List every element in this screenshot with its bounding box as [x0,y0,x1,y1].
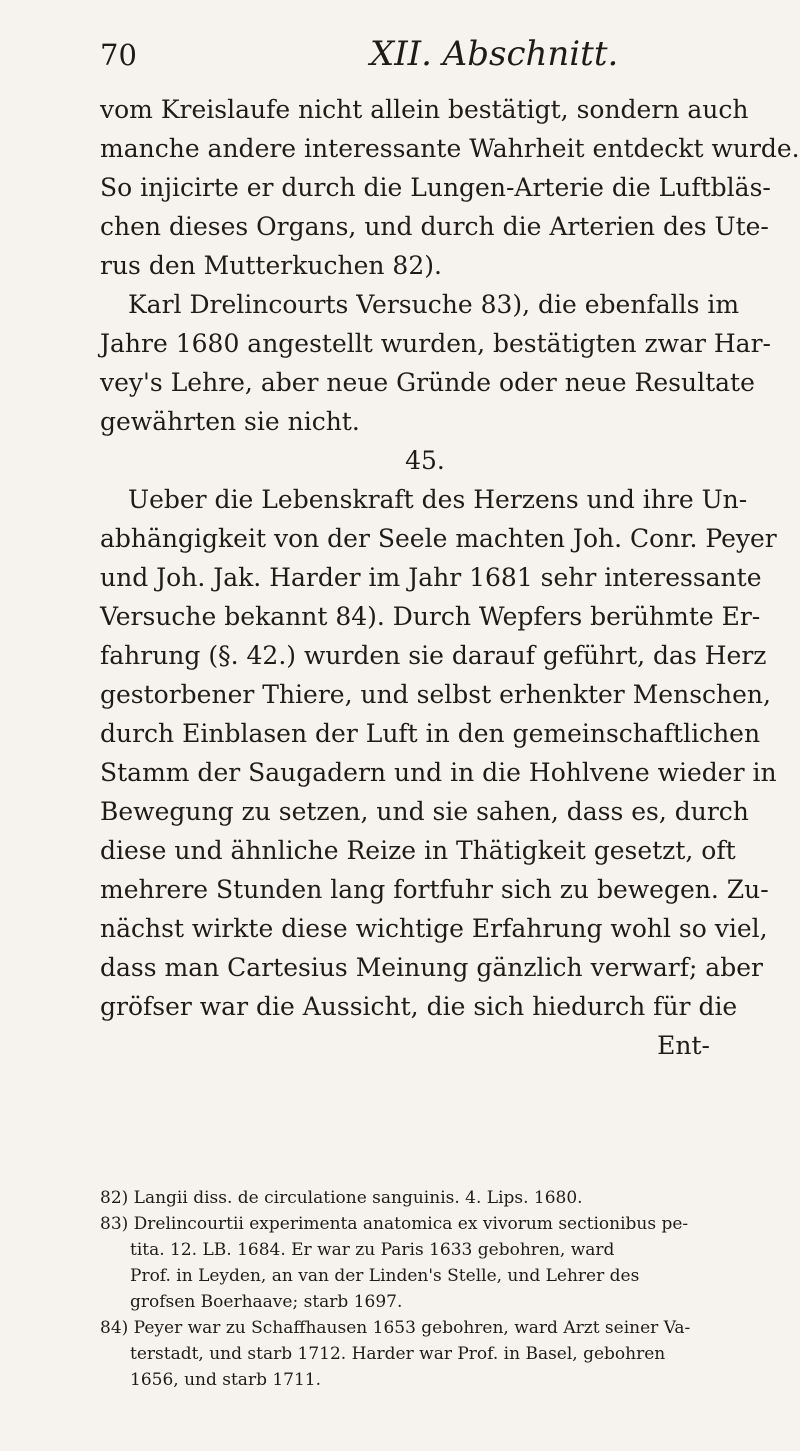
body-line: gestorbener Thiere, und selbst erhenkter Menschen, [100,680,771,709]
footnote-84-cont: 1656, und starb 1711. [130,1370,322,1390]
body-line: So injicirte er durch die Lungen-Arterie die Luftbläs- [100,173,771,202]
body-line: durch Einblasen der Luft in den gemeinschaftlichen [100,719,761,748]
body-line: Ueber die Lebenskraft des Herzens und ihre Un- [128,485,748,514]
body-line: rus den Mutterkuchen 82). [100,251,442,280]
body-line: nächst wirkte diese wichtige Erfahrung wohl so viel, [100,914,768,943]
body-line: mehrere Stunden lang fortfuhr sich zu bewegen. Zu- [100,875,769,904]
catchword: Ent- [657,1031,710,1060]
footnote-83: 83) Drelincourtii experimenta anatomica ex vivorum sectionibus pe- [100,1214,689,1234]
body-line: Versuche bekannt 84). Durch Wepfers berühmte Er- [100,602,761,631]
footnote-83-cont: tita. 12. LB. 1684. Er war zu Paris 1633 gebohren, ward [130,1240,615,1260]
body-line: diese und ähnliche Reize in Thätigkeit gesetzt, oft [100,836,736,865]
page-number: 70 [100,38,137,72]
page-header [100,28,720,78]
body-line: manche andere interessante Wahrheit entdeckt wurde. [100,134,800,163]
footnote-83-cont: Prof. in Leyden, an van der Linden's Stelle, und Lehrer des [130,1266,640,1286]
footnotes [100,1185,750,1393]
body-line: Jahre 1680 angestellt wurden, bestätigten zwar Har- [100,329,771,358]
body-line: chen dieses Organs, und durch die Arterien des Ute- [100,212,769,241]
footnote-83-cont: grofsen Boerhaave; starb 1697. [130,1292,403,1312]
body-text [100,90,800,1065]
body-line: dass man Cartesius Meinung gänzlich verwarf; aber [100,953,763,982]
body-line: gröfser war die Aussicht, die sich hiedurch für die [100,992,738,1021]
body-line: und Joh. Jak. Harder im Jahr 1681 sehr interessante [100,563,762,592]
body-line: vey's Lehre, aber neue Gründe oder neue Resultate [100,368,755,397]
body-line: vom Kreislaufe nicht allein bestätigt, sondern auch [100,95,749,124]
body-line: Karl Drelincourts Versuche 83), die ebenfalls im [128,290,740,319]
body-line: Stamm der Saugadern und in die Hohlvene wieder in [100,758,777,787]
body-line: abhängigkeit von der Seele machten Joh. Conr. Peyer [100,524,777,553]
body-line: Bewegung zu setzen, und sie sahen, dass es, durch [100,797,749,826]
body-line: fahrung (§. 42.) wurden sie darauf geführt, das Herz [100,641,767,670]
footnote-84: 84) Peyer war zu Schaffhausen 1653 gebohren, ward Arzt seiner Va- [100,1318,691,1338]
footnote-82: 82) Langii diss. de circulatione sanguinis. 4. Lips. 1680. [100,1188,583,1208]
footnote-84-cont: terstadt, und starb 1712. Harder war Prof. in Basel, gebohren [130,1344,666,1364]
section-number: 45. [405,446,445,475]
body-line: gewährten sie nicht. [100,407,360,436]
running-title: XII. Abschnitt. [370,34,619,74]
